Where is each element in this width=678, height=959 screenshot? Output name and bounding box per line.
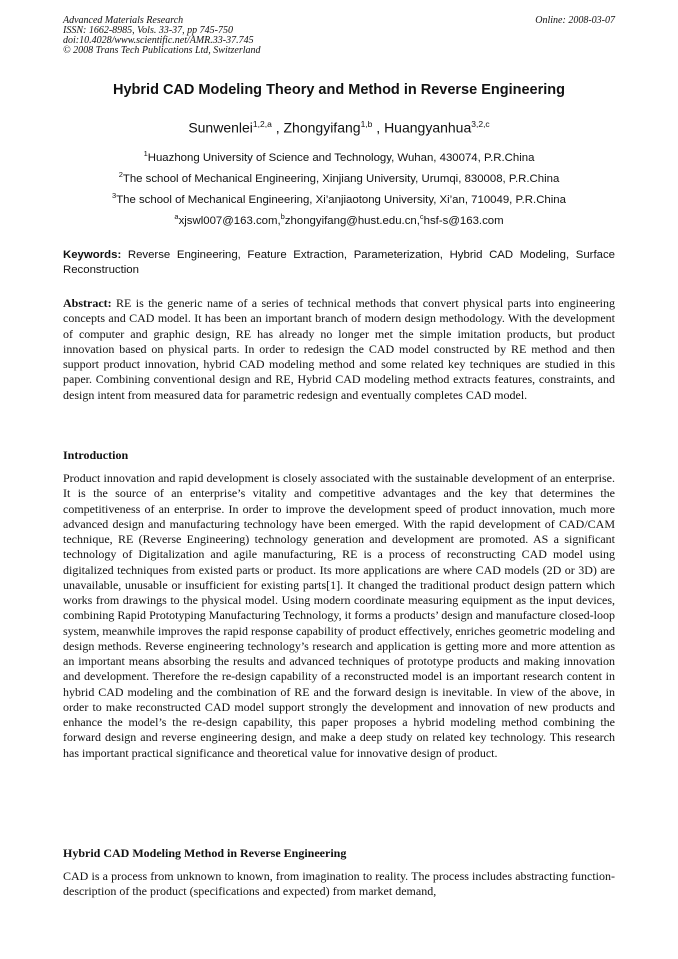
affiliation-3 [0, 191, 678, 206]
affiliation-mark: 3 [112, 191, 117, 200]
journal-name: Advanced Materials Research [63, 15, 184, 26]
affiliation-text: The school of Mechanical Engineering, Xi’anjiaotong University, Xi’an, 710049, P.R.China [116, 193, 566, 206]
introduction-paragraph: Product innovation and rapid development is closely associated with the sustainable development of an enterprise. It is the source of an enterprise’s vitality and competitive advantages and the key that determines the competitiveness of an enterprise. In order to improve the development speed of product innovation, much more advanced design and manufacturing technology have been emerged. With the rapid development of CAD/CAM technique, RE (Reverse Engineering) technology generation and development are promoted. AS a significant technology of Digitalization and agile manufacturing, RE is a process of reconstructing CAD model using digitalized techniques from existed parts or product. Its more applications are where CAD models (2D or 3D) are unavailable, unusable or insufficient for existing parts[1]. It changed the traditional product design pattern which works from drawings to the physical model. Using modern coordinate measuring equipment as the input devices, combining Rapid Prototyping Manufacturing Technology, it forms a products’ design and manufacture closed-loop system, meanwhile improves the rapid response capability of product effectively, enriches geometric modeling and design methods. Reverse engineering technology’s research and application is getting more and more attention as an important means absorbing the results and advanced techniques of prototype products and making innovation and development. Therefore the re-design capability of a reconstructed model is an important research content in hybrid CAD modeling and the combination of RE and the forward design is inevitable. In view of the above, in order to make reconstructed CAD model support strongly the development and innovation of new products and enhance the model’s the re-design capability, this paper proposes a hybrid modeling method combining the forward design and reverse engineering design, and make a deep study on related key technology. This research has important practical significance and theoretical value for innovative design of product. [63, 471, 615, 760]
doi-line: doi:10.4028/www.scientific.net/AMR.33-37.745 [63, 35, 254, 46]
affiliation-2 [0, 170, 678, 185]
email-address: xjswl007@163.com, [178, 214, 281, 227]
affiliation-text: The school of Mechanical Engineering, Xinjiang University, Urumqi, 830008, P.R.China [122, 172, 560, 185]
affiliation-mark: 1 [143, 149, 148, 158]
introduction-heading: Introduction [63, 448, 129, 462]
paper-title: Hybrid CAD Modeling Theory and Method in Reverse Engineering [113, 82, 565, 98]
affiliation-mark: 2 [118, 170, 123, 179]
author-separator: , [271, 119, 284, 136]
copyright-line: © 2008 Trans Tech Publications Ltd, Switzerland [63, 45, 261, 56]
author-list [0, 119, 678, 136]
keywords-block [63, 248, 615, 278]
method-section-heading: Hybrid CAD Modeling Method in Reverse Engineering [63, 846, 347, 860]
author-affiliation-mark: 3,2,c [471, 119, 490, 129]
email-mark: b [280, 212, 285, 221]
affiliation-1 [0, 149, 678, 164]
email-mark: c [419, 212, 424, 221]
author-affiliation-mark: 1,b [360, 119, 373, 129]
author-name: Sunwenlei [188, 119, 253, 136]
keywords-text: Reverse Engineering, Feature Extraction, Parameterization, Hybrid CAD Modeling, Surface Reconstruction [63, 249, 615, 276]
issn-line: ISSN: 1662-8985, Vols. 33-37, pp 745-750 [63, 25, 233, 36]
keywords-label: Keywords: [63, 249, 122, 261]
author-name: Huangyanhua [384, 119, 472, 136]
email-mark: a [174, 212, 179, 221]
affiliation-text: Huazhong University of Science and Technology, Wuhan, 430074, P.R.China [147, 151, 535, 164]
journal-header [63, 16, 615, 56]
email-address: zhongyifang@hust.edu.cn, [284, 214, 420, 227]
abstract-text: RE is the generic name of a series of technical methods that convert physical parts into engineering concepts and CAD model. It has been an important branch of modern design methodology. With the development of computer and graphic design, RE has already no longer met the simple imitation products, but product innovation based on physical parts. In order to redesign the CAD model constructed by RE method and then support product innovation, hybrid CAD modeling method and some related key techniques are studied in this paper. Combining conventional design and RE, Hybrid CAD modeling method extracts features, constraints, and design intent from measured data for parametric redesign and eventually completes CAD model. [63, 296, 615, 402]
author-name: Zhongyifang [283, 119, 361, 136]
author-affiliation-mark: 1,2,a [252, 119, 272, 129]
email-address: hsf-s@163.com [423, 214, 504, 227]
method-section-paragraph: CAD is a process from unknown to known, from imagination to reality. The process includes abstracting function-description of the product (specifications and expected) from market demand, [63, 869, 615, 899]
abstract-block [63, 296, 615, 403]
email-list [0, 212, 678, 227]
author-separator: , [372, 119, 385, 136]
online-date: Online: 2008-03-07 [535, 15, 615, 26]
abstract-label: Abstract: [63, 296, 112, 310]
